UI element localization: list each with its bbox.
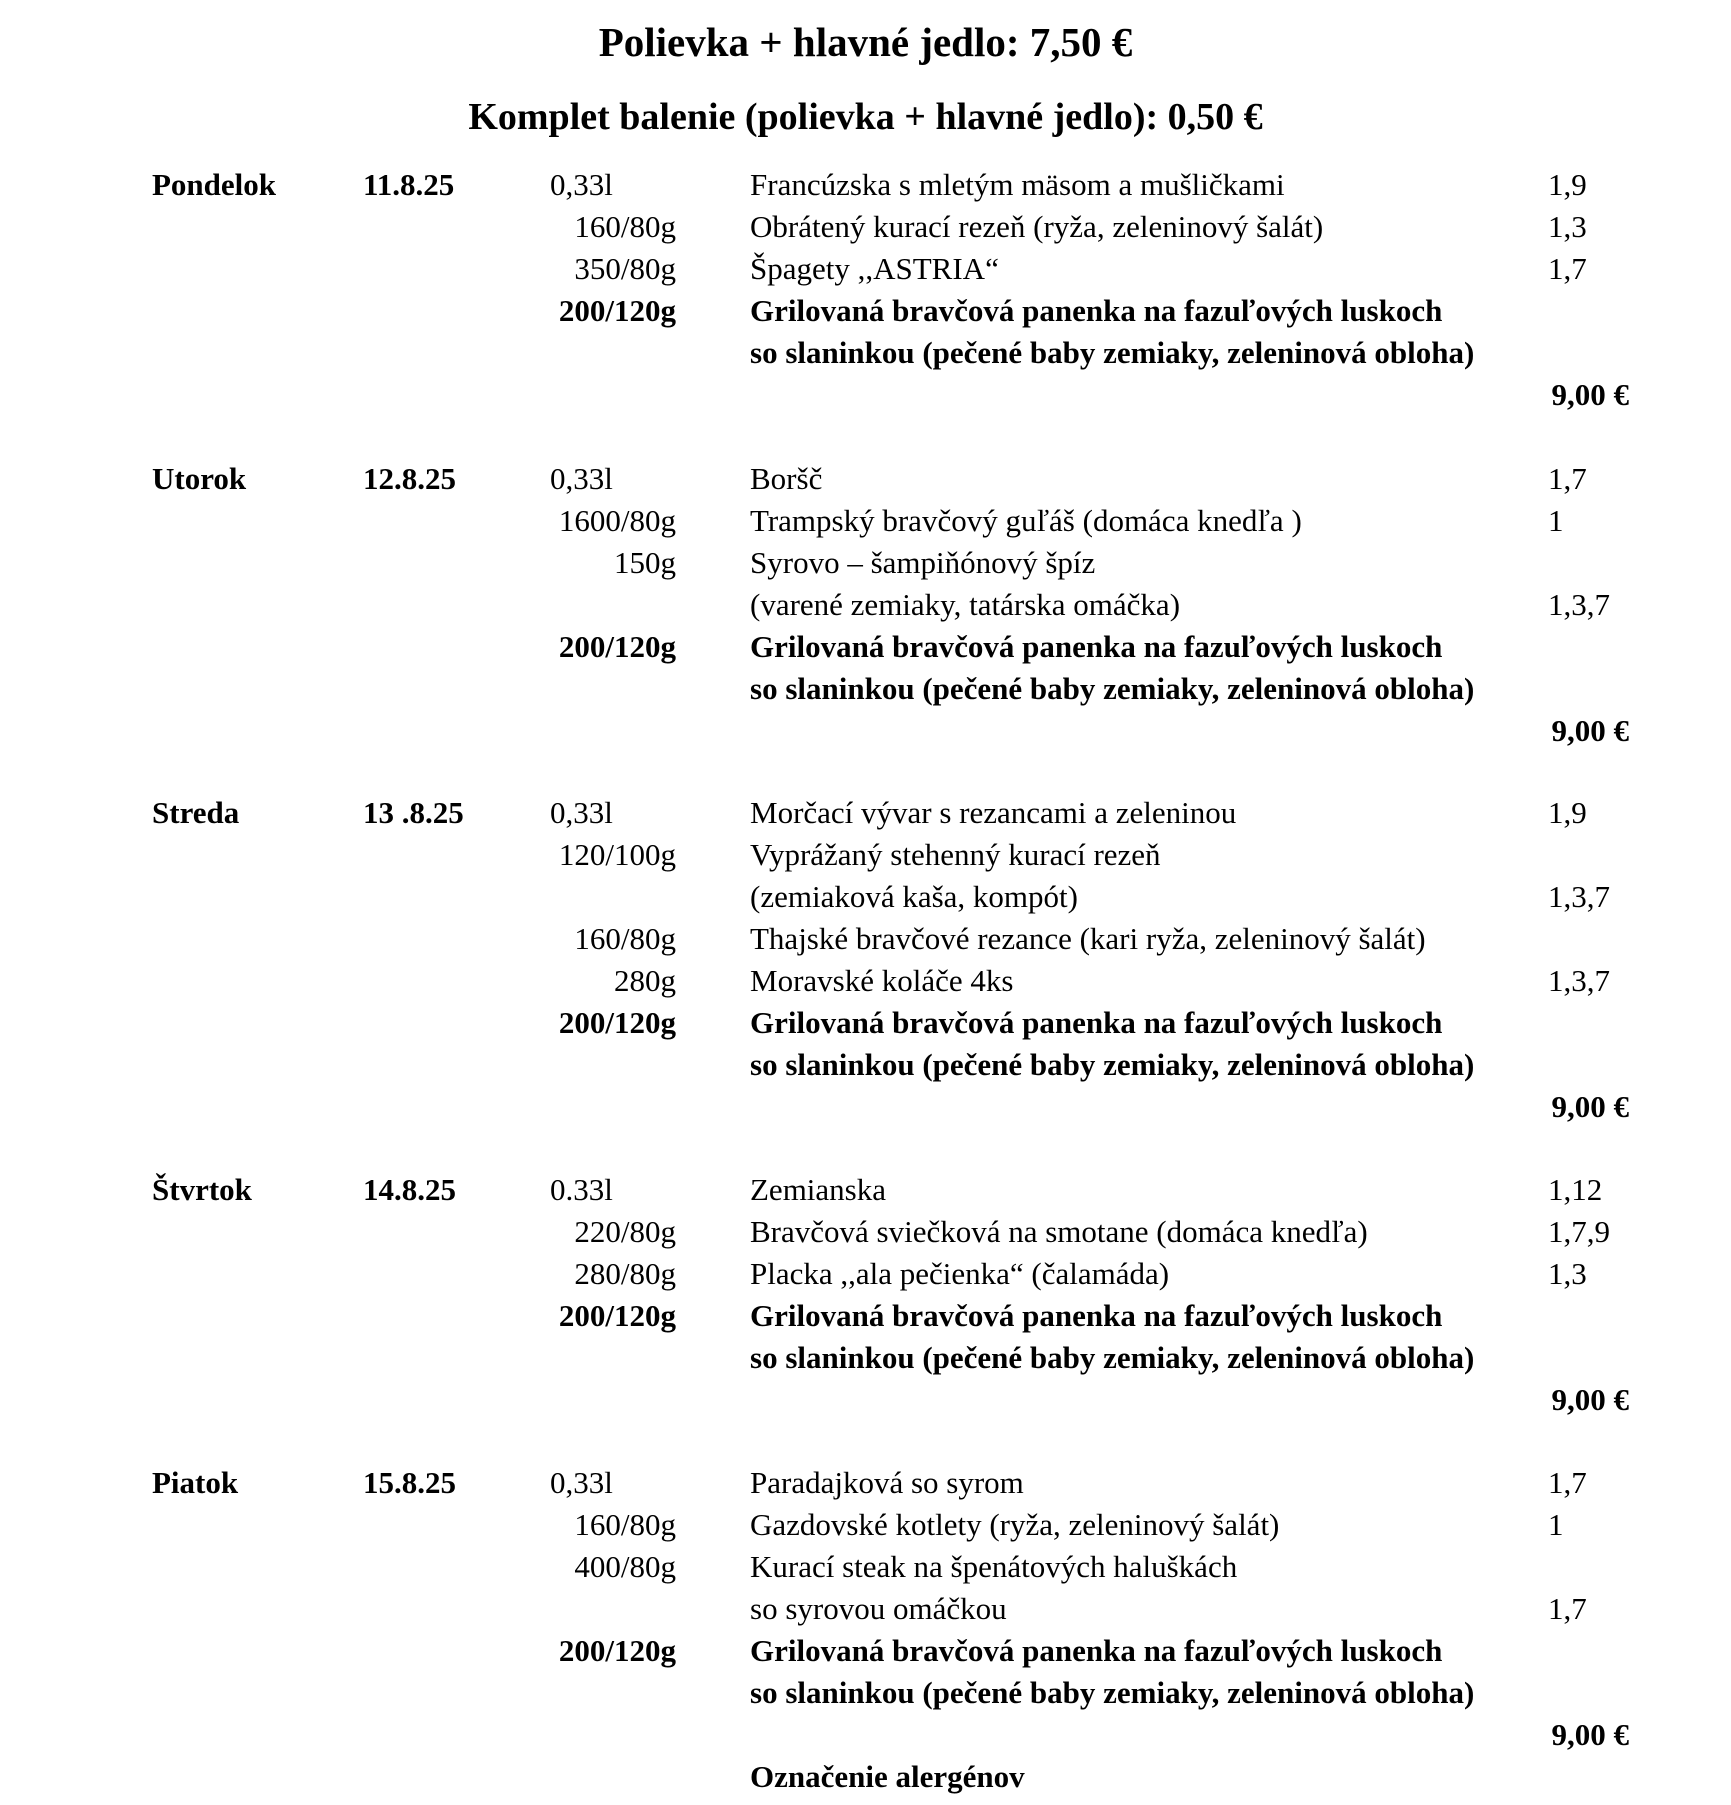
soup-weight: 0,33l [550,795,613,830]
special-side: so slaninkou (pečené baby zemiaky, zeleninová obloha) [750,335,1475,370]
special-name: Grilovaná bravčová panenka na fazuľových luskoch [750,1298,1443,1333]
meal-allergens: 1,7 [1548,1591,1587,1626]
special-weight: 200/120g [558,629,676,664]
meal-side: (varené zemiaky, tatárska omáčka) [750,587,1181,622]
soup-weight: 0,33l [550,1465,613,1500]
meal-name: Bravčová sviečková na smotane (domáca knedľa) [750,1214,1368,1249]
soup-name: Paradajková so syrom [750,1465,1024,1500]
meal-weight: 220/80g [574,1214,676,1249]
soup-weight: 0,33l [550,461,613,496]
soup-allergens: 1,9 [1548,795,1587,830]
meal-weight: 160/80g [574,921,676,956]
special-price: 9,00 € [1551,1717,1629,1752]
special-weight: 200/120g [558,293,676,328]
meal-weight: 280/80g [574,1256,676,1291]
soup-name: Boršč [750,461,823,496]
special-price: 9,00 € [1551,1089,1629,1124]
meal-name: Kurací steak na špenátových haluškách [750,1549,1238,1584]
meal-name: Placka ,,ala pečienka“ (čalamáda) [750,1256,1170,1291]
meal-side: so syrovou omáčkou [750,1591,1007,1626]
meal-weight: 1600/80g [558,503,676,538]
soup-weight: 0,33l [550,167,613,202]
meal-allergens: 1 [1548,1507,1564,1542]
day-name: Pondelok [152,167,277,202]
meal-weight: 350/80g [574,251,676,286]
special-price: 9,00 € [1551,1382,1629,1417]
meal-name: Obrátený kurací rezeň (ryža, zeleninový šalát) [750,209,1324,244]
meal-name: Thajské bravčové rezance (kari ryža, zeleninový šalát) [750,921,1426,956]
meal-allergens: 1,7 [1548,251,1587,286]
special-name: Grilovaná bravčová panenka na fazuľových luskoch [750,1005,1443,1040]
soup-allergens: 1,7 [1548,461,1587,496]
packaging-price-heading: Komplet balenie (polievka + hlavné jedlo): 0,50 € [468,96,1263,138]
special-weight: 200/120g [558,1633,676,1668]
meal-weight: 400/80g [574,1549,676,1584]
meal-allergens: 1 [1548,503,1564,538]
soup-weight: 0.33l [550,1172,613,1207]
allergen-heading: Označenie alergénov [750,1759,1025,1794]
soup-name: Zemianska [750,1172,887,1207]
meal-name: Gazdovské kotlety (ryža, zeleninový šalát) [750,1507,1280,1542]
meal-allergens: 1,3,7 [1548,587,1610,622]
meal-name: Vyprážaný stehenný kurací rezeň [750,837,1161,872]
day-date: 15.8.25 [363,1465,456,1500]
day-date: 14.8.25 [363,1172,456,1207]
soup-allergens: 1,9 [1548,167,1587,202]
day-date: 12.8.25 [363,461,456,496]
meal-weight: 280g [614,963,676,998]
day-name: Štvrtok [152,1172,252,1207]
meal-name: Špagety ,,ASTRIA“ [750,251,999,286]
special-price: 9,00 € [1551,713,1629,748]
meal-allergens: 1,3,7 [1548,879,1610,914]
soup-allergens: 1,12 [1548,1172,1603,1207]
meal-name: Moravské koláče 4ks [750,963,1014,998]
day-date: 11.8.25 [363,167,455,202]
special-price: 9,00 € [1551,377,1629,412]
meal-side: (zemiaková kaša, kompót) [750,879,1078,914]
meal-name: Trampský bravčový guľáš (domáca knedľa ) [750,503,1302,538]
special-weight: 200/120g [558,1298,676,1333]
meal-allergens: 1,3,7 [1548,963,1610,998]
meal-weight: 120/100g [558,837,676,872]
meal-name: Syrovo – šampiňónový špíz [750,545,1096,580]
set-price-heading: Polievka + hlavné jedlo: 7,50 € [598,19,1133,65]
soup-name: Morčací vývar s rezancami a zeleninou [750,795,1237,830]
special-name: Grilovaná bravčová panenka na fazuľových luskoch [750,1633,1443,1668]
special-side: so slaninkou (pečené baby zemiaky, zeleninová obloha) [750,1675,1475,1710]
day-name: Utorok [152,461,247,496]
special-side: so slaninkou (pečené baby zemiaky, zeleninová obloha) [750,1340,1475,1375]
meal-weight: 160/80g [574,209,676,244]
special-name: Grilovaná bravčová panenka na fazuľových luskoch [750,293,1443,328]
soup-name: Francúzska s mletým mäsom a mušličkami [750,167,1285,202]
special-weight: 200/120g [558,1005,676,1040]
meal-allergens: 1,3 [1548,1256,1587,1291]
day-name: Piatok [152,1465,239,1500]
special-name: Grilovaná bravčová panenka na fazuľových luskoch [750,629,1443,664]
meal-weight: 160/80g [574,1507,676,1542]
special-side: so slaninkou (pečené baby zemiaky, zeleninová obloha) [750,671,1475,706]
soup-allergens: 1,7 [1548,1465,1587,1500]
day-name: Streda [152,795,240,830]
meal-allergens: 1,3 [1548,209,1587,244]
day-date: 13 .8.25 [363,795,464,830]
meal-weight: 150g [614,545,676,580]
meal-allergens: 1,7,9 [1548,1214,1610,1249]
special-side: so slaninkou (pečené baby zemiaky, zeleninová obloha) [750,1047,1475,1082]
